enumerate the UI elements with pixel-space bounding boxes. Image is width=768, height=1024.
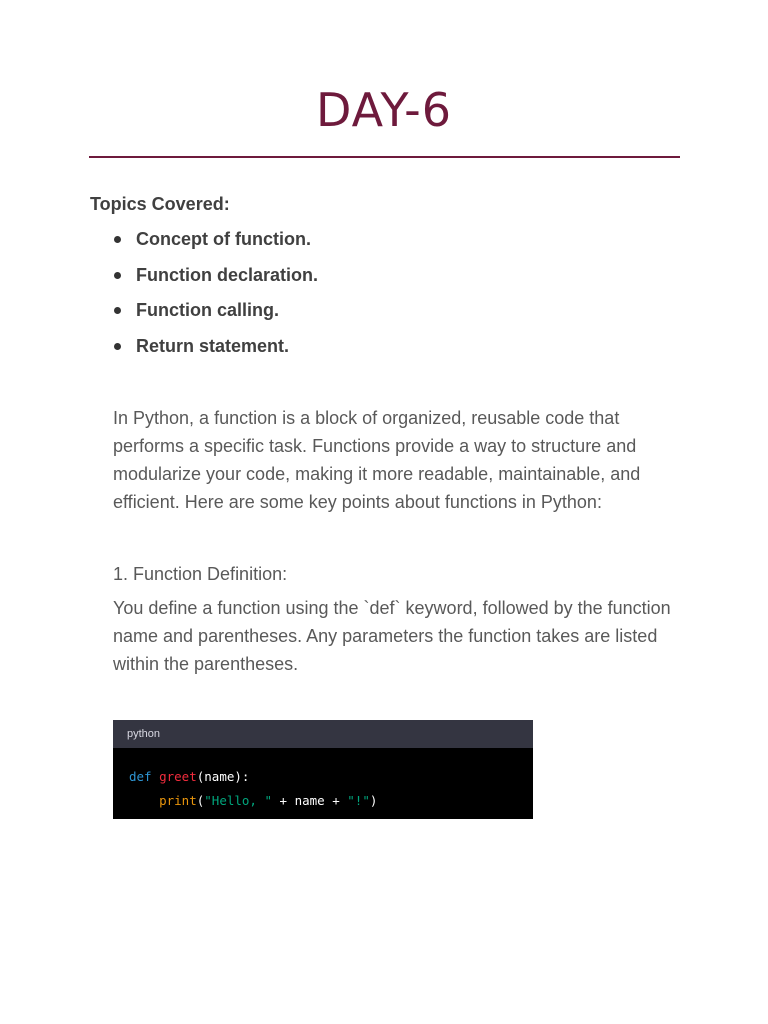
code-keyword: def [129, 769, 152, 784]
code-function-name: greet [159, 769, 197, 784]
topics-list [112, 226, 318, 368]
code-block [113, 720, 533, 819]
section-body: You define a function using the `def` keyword, followed by the function name and parentheses. Any parameters the function takes are listed within the parentheses. [113, 598, 671, 674]
topic-item [112, 333, 318, 369]
topics-heading: Topics Covered: [90, 194, 230, 214]
topic-label: Function calling. [136, 300, 279, 320]
topic-label: Function declaration. [136, 264, 319, 285]
section-heading: 1. Function Definition: [113, 564, 288, 584]
code-indent [129, 793, 159, 808]
topic-item [112, 226, 318, 262]
bullet-icon [114, 343, 121, 350]
code-concat: + name + [272, 793, 348, 808]
topic-label: Concept of function. [136, 229, 311, 249]
code-string: "!" [347, 793, 370, 808]
page-title: DAY-6 [315, 83, 452, 137]
code-string: "Hello, " [204, 793, 273, 808]
code-space [152, 769, 160, 784]
topic-item [112, 297, 318, 333]
code-close-paren: ) [369, 793, 378, 808]
code-open-paren: ( [196, 793, 205, 808]
topic-label: Return statement. [136, 335, 290, 356]
bullet-icon [114, 272, 121, 279]
code-content [113, 748, 533, 813]
code-line-2 [129, 789, 533, 813]
code-signature: (name): [196, 769, 250, 784]
code-language-label: python [113, 720, 533, 748]
code-line-1 [129, 765, 533, 789]
topic-item [112, 262, 318, 298]
intro-paragraph: In Python, a function is a block of organized, reusable code that performs a specific task. Functions provide a way to structure and modularize your code, making it more readable, maintainable, and efficient. Here are some key points about functions in Python: [113, 408, 641, 512]
code-builtin: print [159, 793, 197, 808]
bullet-icon [114, 307, 121, 314]
bullet-icon [114, 236, 121, 243]
title-divider [89, 156, 680, 158]
